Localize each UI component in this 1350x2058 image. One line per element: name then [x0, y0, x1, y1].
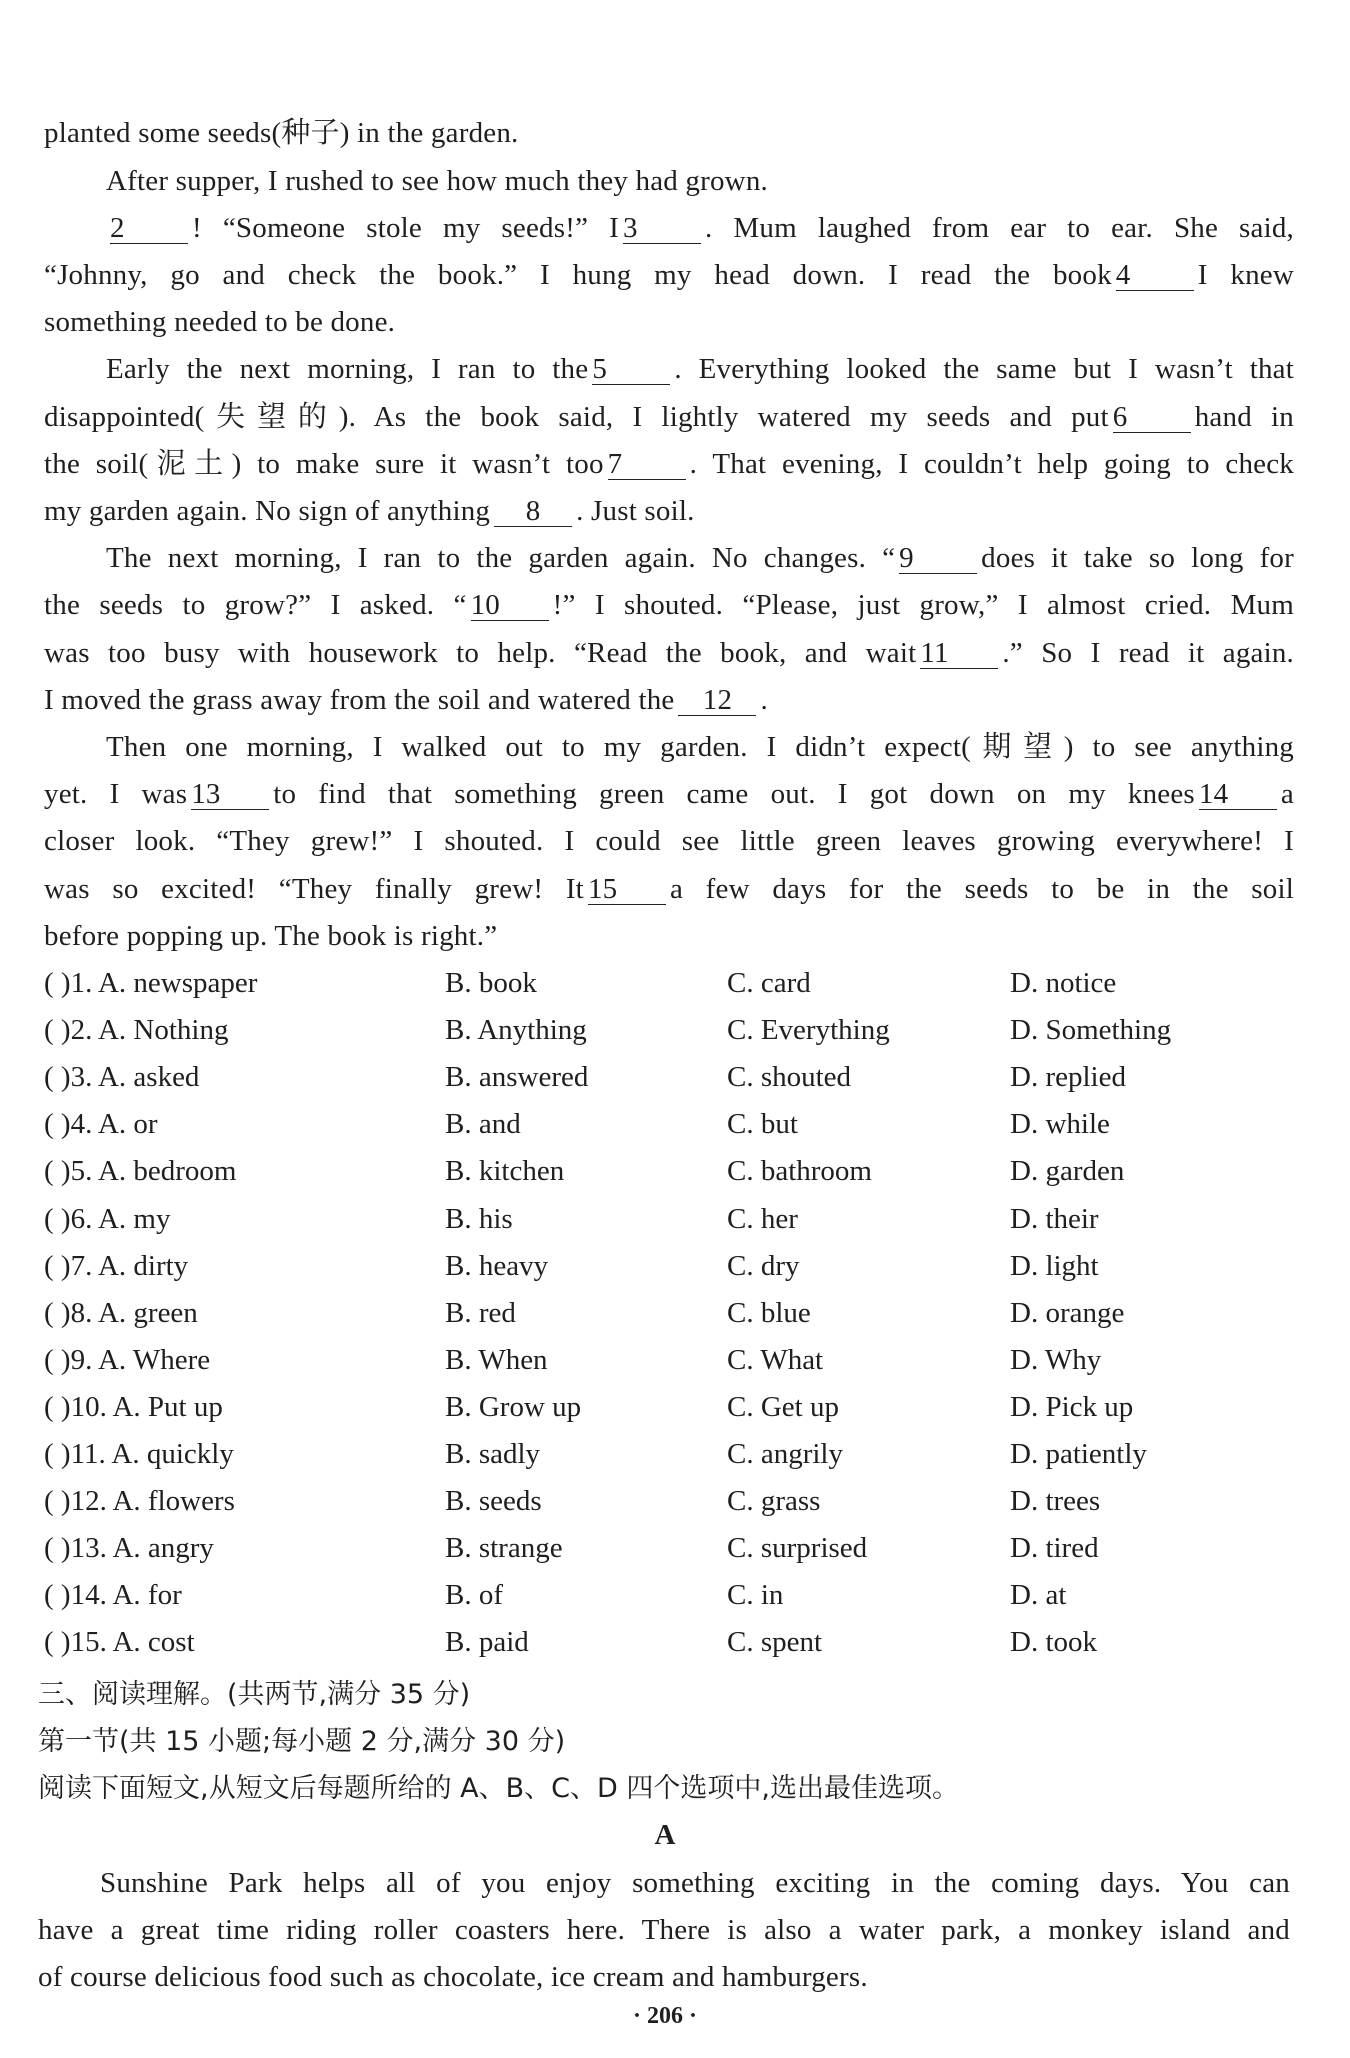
question-stem: ( )13. A. angry [44, 1532, 214, 1564]
blank-2[interactable]: 2 [110, 213, 188, 244]
option-d[interactable]: D. patiently [1010, 1438, 1147, 1470]
blank-13[interactable]: 13 [191, 779, 269, 810]
option-d[interactable]: D. Something [1010, 1014, 1172, 1046]
option-d[interactable]: D. took [1010, 1626, 1097, 1658]
option-b[interactable]: B. paid [445, 1626, 529, 1658]
option-d[interactable]: D. trees [1010, 1485, 1101, 1517]
option-c[interactable]: C. What [727, 1344, 824, 1376]
story-line: before popping up. The book is right.” [44, 920, 498, 952]
option-c[interactable]: C. bathroom [727, 1155, 872, 1187]
blank-10[interactable]: 10 [471, 590, 549, 621]
option-d[interactable]: D. their [1010, 1203, 1099, 1235]
question-stem: ( )5. A. bedroom [44, 1155, 237, 1187]
option-c[interactable]: C. surprised [727, 1532, 868, 1564]
story-line: something needed to be done. [44, 306, 396, 338]
option-c[interactable]: C. blue [727, 1297, 811, 1329]
option-d[interactable]: D. Pick up [1010, 1391, 1134, 1423]
option-d[interactable]: D. Why [1010, 1344, 1102, 1376]
story-line: After supper, I rushed to see how much they had grown. [106, 165, 768, 197]
option-d[interactable]: D. notice [1010, 967, 1117, 999]
story-line: The next morning, I ran to the garden again. No changes. “ 9 does it take so long for [106, 542, 1294, 574]
option-c[interactable]: C. but [727, 1108, 798, 1140]
blank-7[interactable]: 7 [608, 449, 686, 480]
story-line: “Johnny, go and check the book.” I hung my head down. I read the book 4 I knew [44, 259, 1295, 291]
option-b[interactable]: B. Grow up [445, 1391, 582, 1423]
option-c[interactable]: C. grass [727, 1485, 821, 1517]
option-d[interactable]: D. garden [1010, 1155, 1125, 1187]
option-b[interactable]: B. and [445, 1108, 521, 1140]
question-stem: ( )10. A. Put up [44, 1391, 223, 1423]
passage-line: of course delicious food such as chocolate, ice cream and hamburgers. [38, 1961, 868, 1993]
passage-line: Sunshine Park helps all of you enjoy something exciting in the coming days. You can [100, 1867, 1290, 1899]
blank-5[interactable]: 5 [592, 354, 670, 385]
option-c[interactable]: C. in [727, 1579, 784, 1611]
section-part-heading: 第一节(共 15 小题;每小题 2 分,满分 30 分) [38, 1726, 566, 1757]
question-stem: ( )8. A. green [44, 1297, 198, 1329]
story-line: was so excited! “They finally grew! It 15 a few days for the seeds to be in the soil [44, 873, 1295, 905]
story-line: was too busy with housework to help. “Read the book, and wait 11 .” So I read it again. [44, 637, 1294, 669]
question-stem: ( )14. A. for [44, 1579, 182, 1611]
option-d[interactable]: D. replied [1010, 1061, 1126, 1093]
story-line: 2 ! “Someone stole my seeds!” I 3 . Mum laughed from ear to ear. She said, [110, 212, 1294, 244]
blank-12[interactable]: 12 [678, 685, 756, 716]
section-heading: 三、阅读理解。(共两节,满分 35 分) [38, 1679, 471, 1710]
question-stem: ( )7. A. dirty [44, 1250, 189, 1282]
question-stem: ( )1. A. newspaper [44, 967, 258, 999]
story-line: my garden again. No sign of anything 8 . Just soil. [44, 495, 695, 527]
blank-4[interactable]: 4 [1116, 260, 1194, 291]
question-stem: ( )6. A. my [44, 1203, 171, 1235]
story-line: planted some seeds(种子) in the garden. [44, 117, 519, 149]
question-stem: ( )2. A. Nothing [44, 1014, 229, 1046]
story-line: disappointed(失望的). As the book said, I lightly watered my seeds and put 6 hand in [44, 401, 1294, 433]
story-line: Then one morning, I walked out to my garden. I didn’t expect(期望) to see anything [106, 731, 1294, 763]
option-c[interactable]: C. her [727, 1203, 798, 1235]
option-b[interactable]: B. strange [445, 1532, 563, 1564]
option-d[interactable]: D. tired [1010, 1532, 1099, 1564]
passage-label: A [654, 1819, 676, 1851]
story-line: I moved the grass away from the soil and watered the 12 . [44, 684, 768, 716]
story-line: closer look. “They grew!” I shouted. I could see little green leaves growing everywhere! I [44, 825, 1294, 857]
option-b[interactable]: B. red [445, 1297, 516, 1329]
blank-6[interactable]: 6 [1113, 402, 1191, 433]
option-d[interactable]: D. light [1010, 1250, 1099, 1282]
option-d[interactable]: D. orange [1010, 1297, 1125, 1329]
question-stem: ( )11. A. quickly [44, 1438, 234, 1470]
option-c[interactable]: C. Everything [727, 1014, 890, 1046]
story-line: yet. I was 13 to find that something green came out. I got down on my knees 14 a [44, 778, 1294, 810]
story-line: the seeds to grow?” I asked. “ 10 !” I shouted. “Please, just grow,” I almost cried. Mum [44, 589, 1295, 621]
story-line: the soil(泥土) to make sure it wasn’t too 7 . That evening, I couldn’t help going to check [44, 448, 1294, 480]
blank-3[interactable]: 3 [623, 213, 701, 244]
option-c[interactable]: C. dry [727, 1250, 800, 1282]
blank-8[interactable]: 8 [494, 496, 572, 527]
blank-14[interactable]: 14 [1199, 779, 1277, 810]
option-b[interactable]: B. book [445, 967, 537, 999]
option-c[interactable]: C. spent [727, 1626, 823, 1658]
question-stem: ( )9. A. Where [44, 1344, 211, 1376]
story-line: Early the next morning, I ran to the 5 . Everything looked the same but I wasn’t that [106, 353, 1294, 385]
passage-line: have a great time riding roller coasters here. There is also a water park, a monkey island and [38, 1914, 1290, 1946]
option-b[interactable]: B. answered [445, 1061, 589, 1093]
option-b[interactable]: B. of [445, 1579, 503, 1611]
option-b[interactable]: B. heavy [445, 1250, 549, 1282]
option-b[interactable]: B. When [445, 1344, 548, 1376]
option-c[interactable]: C. Get up [727, 1391, 839, 1423]
option-b[interactable]: B. seeds [445, 1485, 542, 1517]
option-c[interactable]: C. angrily [727, 1438, 843, 1470]
question-stem: ( )3. A. asked [44, 1061, 200, 1093]
option-c[interactable]: C. shouted [727, 1061, 852, 1093]
question-stem: ( )12. A. flowers [44, 1485, 235, 1517]
blank-9[interactable]: 9 [899, 543, 977, 574]
option-b[interactable]: B. Anything [445, 1014, 587, 1046]
option-b[interactable]: B. sadly [445, 1438, 541, 1470]
blank-15[interactable]: 15 [588, 874, 666, 905]
option-b[interactable]: B. kitchen [445, 1155, 565, 1187]
option-d[interactable]: D. while [1010, 1108, 1110, 1140]
instruction: 阅读下面短文,从短文后每题所给的 A、B、C、D 四个选项中,选出最佳选项。 [38, 1773, 959, 1804]
question-stem: ( )4. A. or [44, 1108, 158, 1140]
page-number: · 206 · [632, 2003, 697, 2029]
blank-11[interactable]: 11 [920, 638, 998, 669]
option-d[interactable]: D. at [1010, 1579, 1067, 1611]
option-c[interactable]: C. card [727, 967, 811, 999]
question-stem: ( )15. A. cost [44, 1626, 195, 1658]
option-b[interactable]: B. his [445, 1203, 513, 1235]
